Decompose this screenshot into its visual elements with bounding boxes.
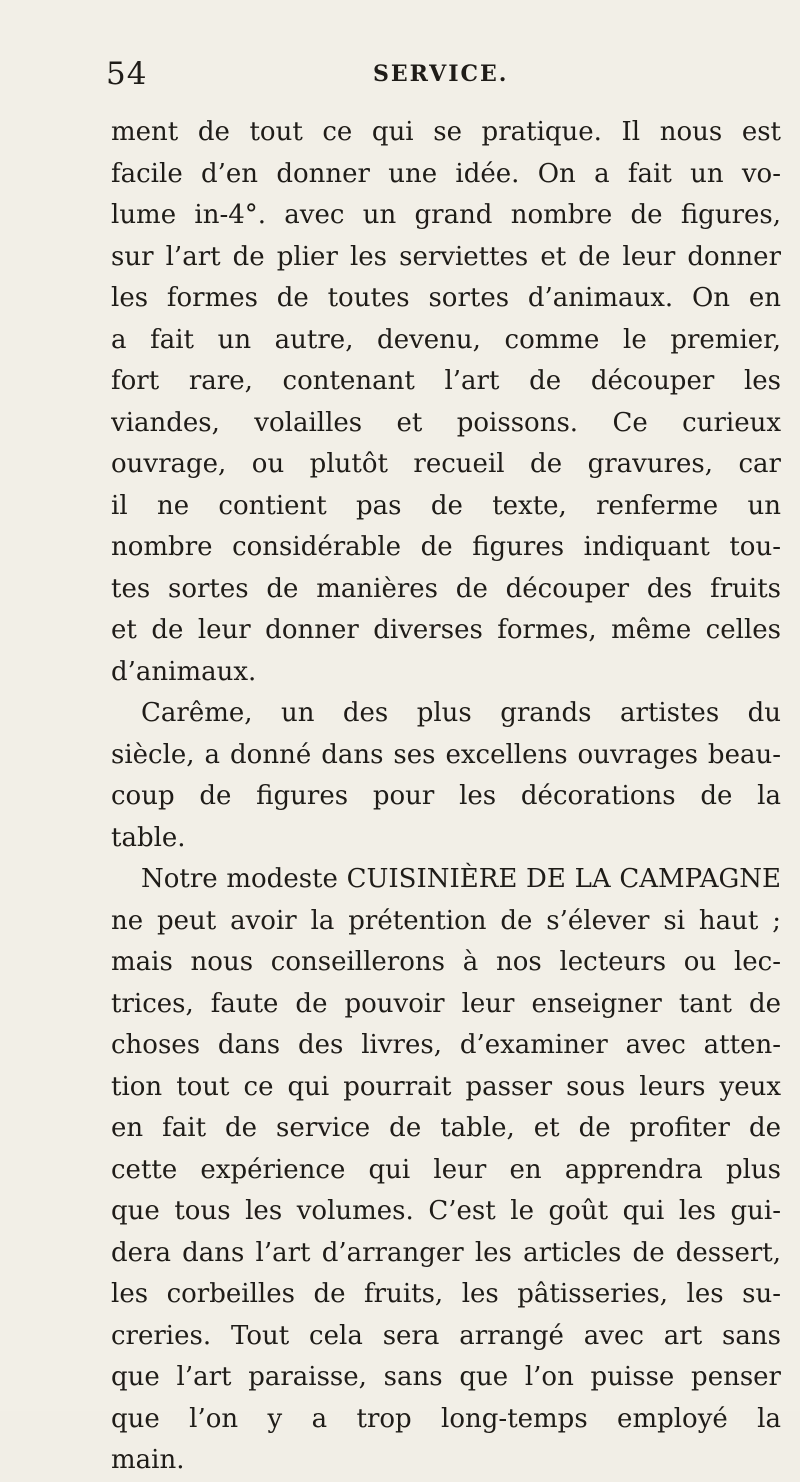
text-line: siècle, a donné dans ses excellens ouvrages beau- [111,739,781,770]
page-number: 54 [106,56,148,92]
text-line: fort rare, contenant l’art de découper les [111,366,781,396]
text-line: cette expérience qui leur en apprendra plus [111,1154,781,1185]
text-line: creries. Tout cela sera arrangé avec art sans [111,1320,781,1351]
text-line: que l’on y a trop long-temps employé la [111,1403,781,1434]
text-line: a fait un autre, devenu, comme le premier, [111,324,781,355]
text-line: facile d’en donner une idée. On a fait un vo- [111,158,781,189]
text-line: les formes de toutes sortes d’animaux. On en [111,283,781,313]
text-line: nombre considérable de figures indiquant tou- [111,532,781,562]
text-line: tes sortes de manières de découper des fruits [111,573,781,604]
text-line: que tous les volumes. C’est le goût qui les gui- [111,1196,781,1226]
text-line: que l’art paraisse, sans que l’on puisse penser [111,1362,781,1392]
page-header [0,50,800,98]
text-line: viandes, volailles et poissons. Ce curieux [111,407,781,438]
text-line: sur l’art de plier les serviettes et de leur donner [111,241,781,272]
body-text [111,112,781,1482]
text-line: dera dans l’art d’arranger les articles de dessert, [111,1237,781,1268]
text-line: tion tout ce qui pourrait passer sous leurs yeux [111,1071,781,1102]
text-line: en fait de service de table, et de profiter de [111,1113,781,1143]
text-line: les corbeilles de fruits, les pâtisseries, les su- [111,1279,781,1309]
running-head: SERVICE. [373,61,509,87]
text-line: ment de tout ce qui se pratique. Il nous est [111,117,781,147]
text-line: Notre modeste CUISINIÈRE DE LA CAMPAGNE [141,864,781,894]
text-line: mais nous conseillerons à nos lecteurs ou lec- [111,947,781,977]
text-line: coup de figures pour les décorations de la [111,781,781,811]
text-line: table. [111,822,186,853]
text-line: il ne contient pas de texte, renferme un [111,490,781,521]
text-line: Carême, un des plus grands artistes du [141,698,781,728]
text-line: et de leur donner diverses formes, même celles [111,615,781,645]
text-line: choses dans des livres, d’examiner avec atten- [111,1030,781,1060]
text-line: trices, faute de pouvoir leur enseigner tant de [111,988,781,1019]
text-line: ouvrage, ou plutôt recueil de gravures, car [111,449,781,479]
text-line: ne peut avoir la prétention de s’élever si haut ; [111,905,781,936]
text-line: lume in-4°. avec un grand nombre de figures, [111,200,781,230]
text-line: d’animaux. [111,656,257,687]
text-line: main. [111,1445,185,1475]
